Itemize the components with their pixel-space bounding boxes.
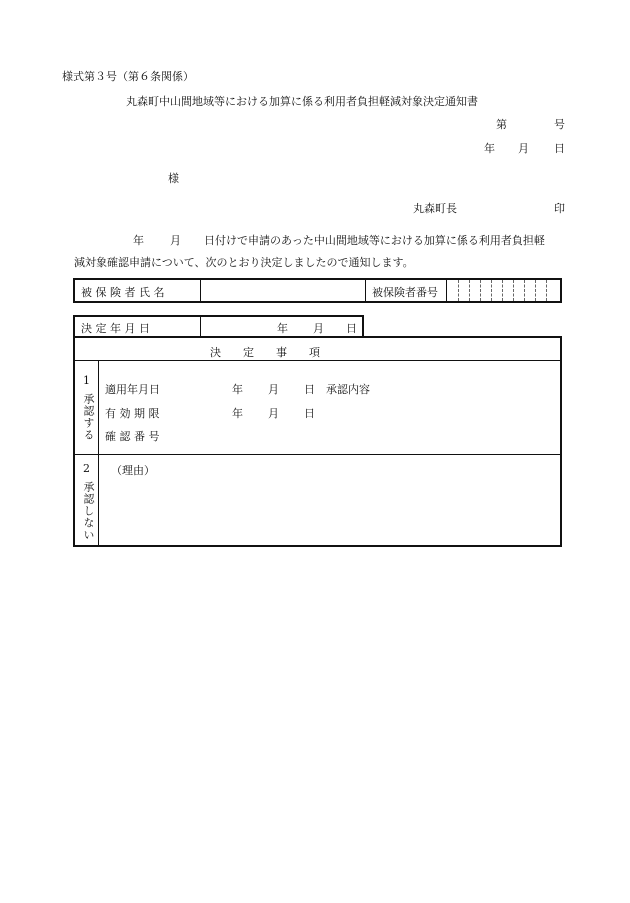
approve-number: 1 (83, 374, 90, 387)
doc-number-suffix: 号 (554, 118, 565, 131)
applicable-date-month: 月 (268, 383, 279, 396)
decision-date-box (73, 315, 364, 338)
divider (75, 360, 560, 361)
body-text-line2: 減対象確認申請について、次のとおり決定しましたので通知します。 (74, 256, 414, 269)
digit-separator (546, 280, 547, 301)
doc-number-prefix: 第 (496, 118, 507, 131)
validity-day: 日 (304, 407, 315, 420)
body-year: 年 (133, 234, 144, 247)
insured-name-label: 被 保 険 者 氏 名 (81, 286, 165, 299)
addressee-honorific: 様 (168, 172, 179, 185)
applicable-date-year: 年 (232, 383, 243, 396)
sender-name: 丸森町長 (413, 202, 457, 215)
issue-date-year: 年 (484, 142, 495, 155)
issue-date-month: 月 (518, 142, 529, 155)
reject-side-label: 承認しない (82, 481, 95, 541)
applicable-date-label: 適用年月日 (105, 383, 160, 396)
digit-separator (513, 280, 514, 301)
decision-date-day: 日 (346, 322, 357, 335)
divider (365, 280, 366, 301)
form-number: 様式第３号（第６条関係） (62, 70, 194, 83)
insured-name-field[interactable] (201, 280, 365, 301)
digit-separator (502, 280, 503, 301)
insured-number-label: 被保険者番号 (372, 286, 438, 299)
decision-table-header: 決 定 事 項 (210, 346, 320, 359)
validity-year: 年 (232, 407, 243, 420)
applicable-date-day: 日 (304, 383, 315, 396)
reason-label: （理由） (111, 464, 155, 477)
issue-date-day: 日 (554, 142, 565, 155)
digit-separator (458, 280, 459, 301)
digit-separator (469, 280, 470, 301)
digit-separator (535, 280, 536, 301)
reason-field[interactable] (99, 456, 560, 544)
insured-number-field[interactable] (447, 280, 560, 301)
validity-period-label: 有 効 期 限 (105, 407, 160, 420)
body-text-line1: 日付けで申請のあった中山間地域等における加算に係る利用者負担軽 (204, 234, 545, 247)
reject-number: 2 (83, 462, 90, 475)
body-month: 月 (170, 234, 181, 247)
divider (75, 454, 560, 455)
approval-number-label: 確 認 番 号 (105, 430, 160, 443)
insured-table (73, 278, 562, 303)
decision-table (73, 336, 562, 547)
validity-month: 月 (268, 407, 279, 420)
decision-date-month: 月 (313, 322, 324, 335)
document-title: 丸森町中山間地域等における加算に係る利用者負担軽減対象決定通知書 (126, 95, 478, 108)
digit-separator (480, 280, 481, 301)
approve-side-label: 承認する (82, 393, 95, 441)
digit-separator (491, 280, 492, 301)
decision-date-label: 決 定 年 月 日 (81, 322, 150, 335)
decision-date-year: 年 (277, 322, 288, 335)
seal-mark: 印 (554, 202, 565, 215)
digit-separator (524, 280, 525, 301)
approval-content-label: 承認内容 (326, 383, 370, 396)
